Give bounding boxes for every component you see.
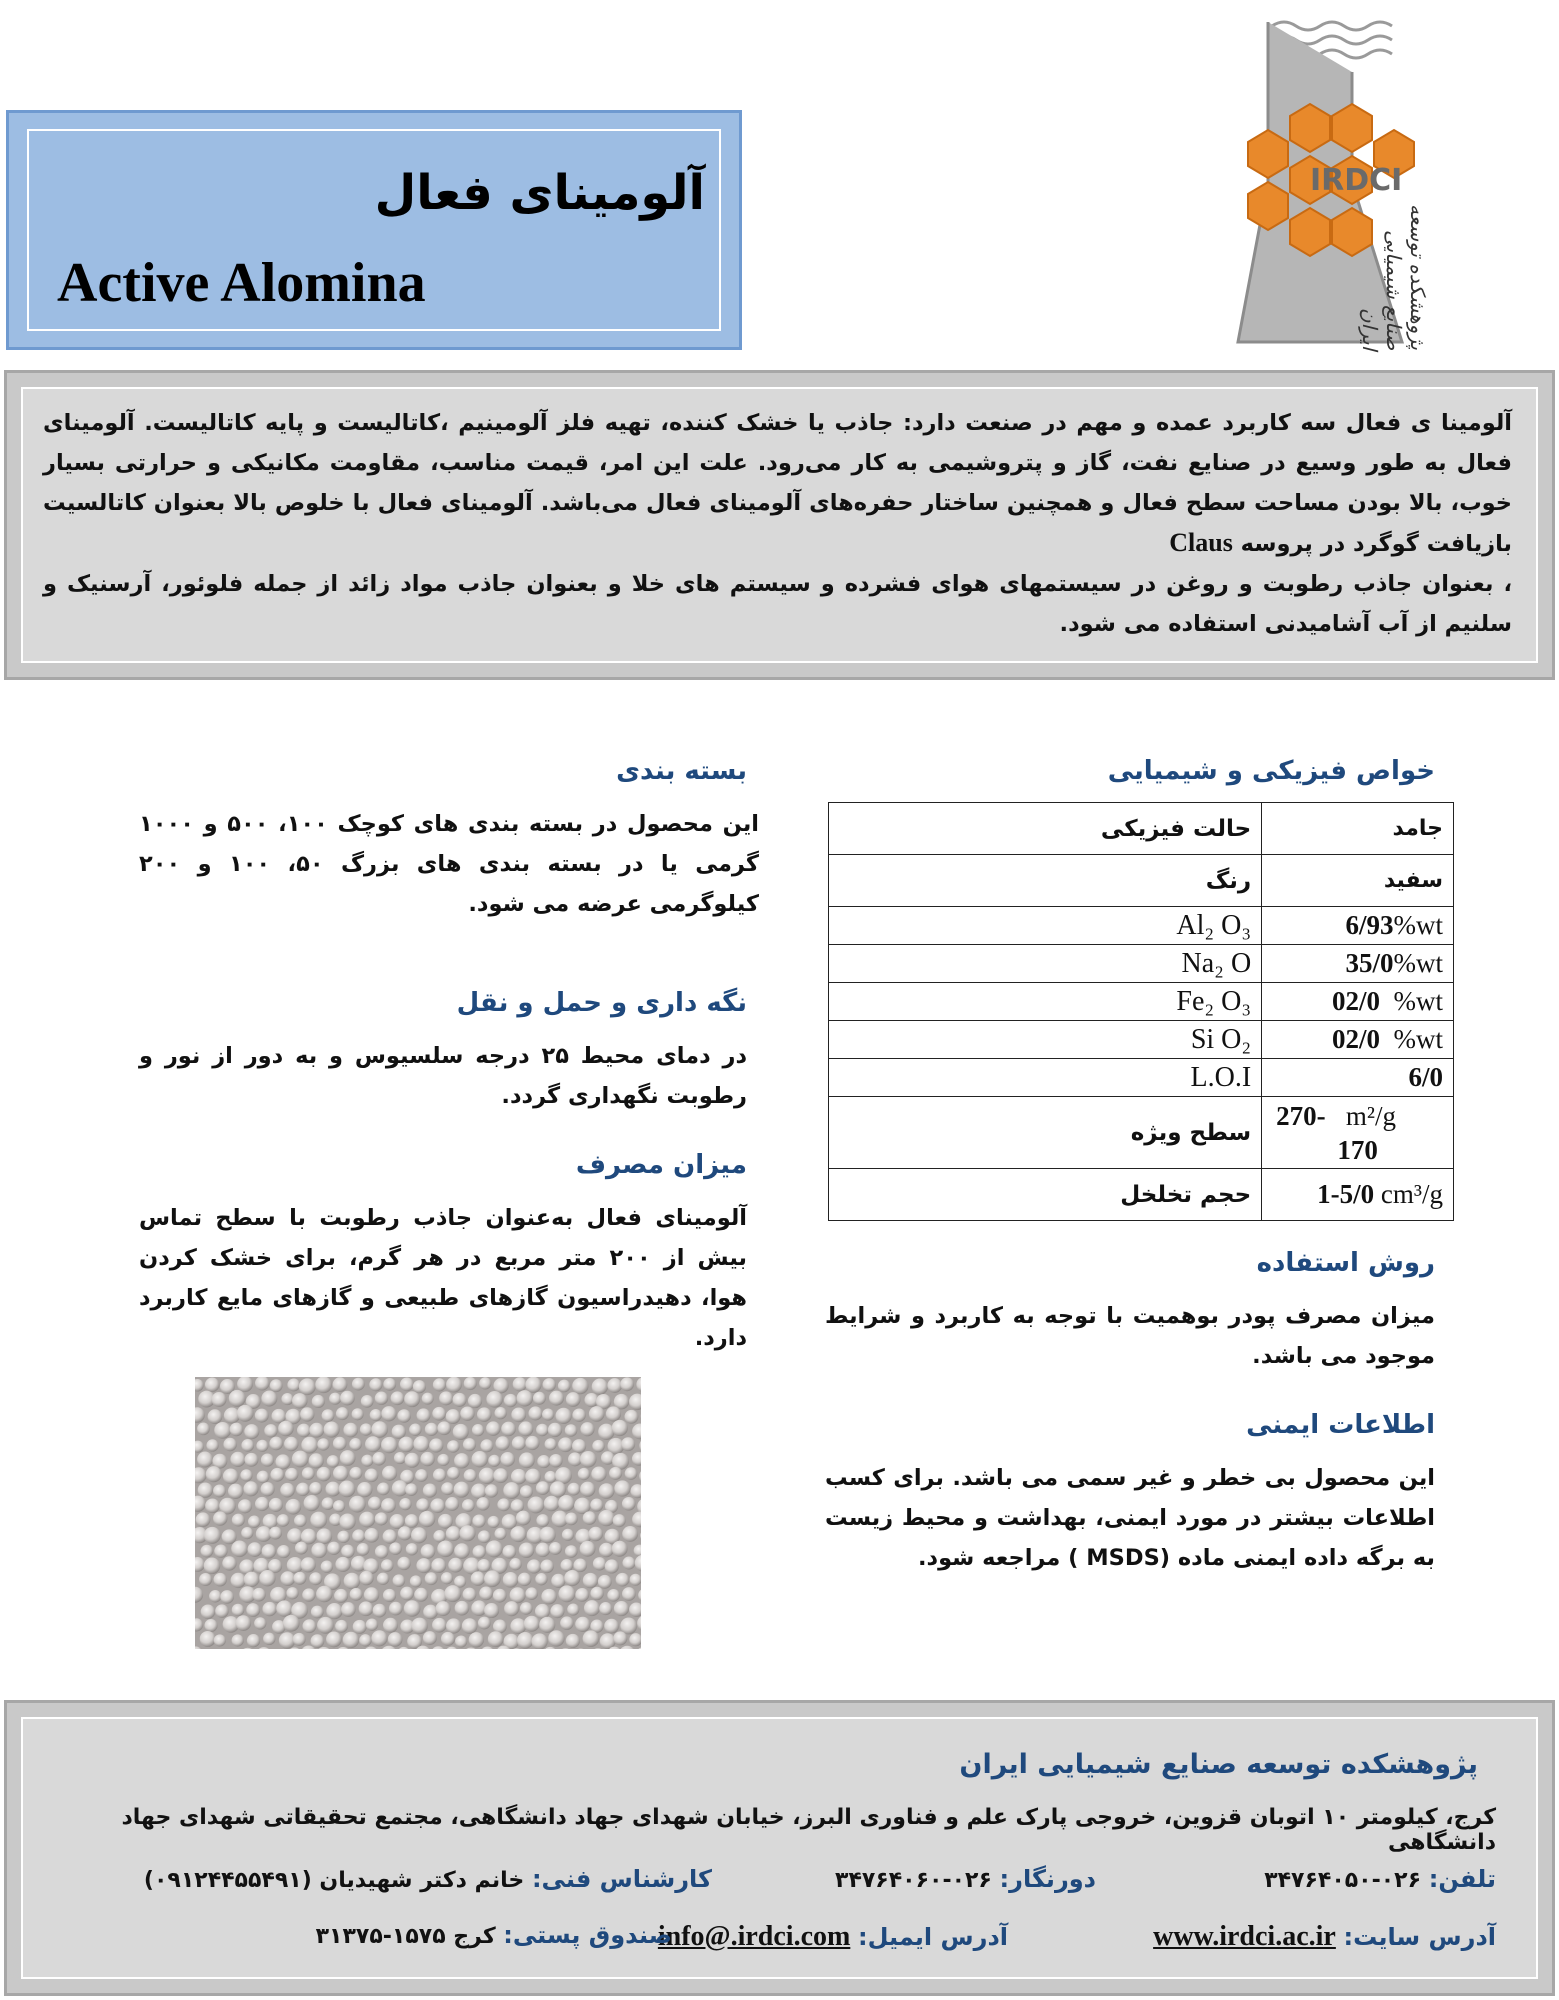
site-label: آدرس سایت: [1343, 1923, 1496, 1951]
consumption-heading: میزان مصرف [575, 1150, 747, 1180]
property-name: Na₂ O [829, 945, 1262, 983]
table-row [829, 1021, 1454, 1059]
property-name: حجم تخلخل [829, 1169, 1262, 1221]
value-number: 270- [1276, 1100, 1326, 1131]
title-english: Active Alomina [57, 252, 426, 314]
footer-pobox [316, 1921, 672, 1949]
footer-expert [144, 1865, 712, 1893]
property-value: جامد [1262, 803, 1454, 855]
value-number: 6/93 [1345, 910, 1394, 940]
property-value [1262, 945, 1454, 983]
value-number: 02/0 [1331, 986, 1380, 1016]
value-unit: m²/g [1345, 1100, 1397, 1131]
fax-label: دورنگار: [999, 1865, 1096, 1893]
property-name: L.O.I [829, 1059, 1262, 1097]
value-unit: %wt [1393, 910, 1443, 940]
intro-panel [4, 370, 1555, 680]
value-number-line2: 170 [1337, 1134, 1378, 1165]
phone-label: تلفن: [1428, 1865, 1496, 1893]
irdci-logo [1232, 12, 1512, 352]
table-row [829, 1059, 1454, 1097]
intro-text-part2: ، بعنوان جاذب رطوبت و روغن در سیستمهای هوای فشرده و سیستم های خلا و بعنوان جاذب مواد زائد از جمله فلوئور، آرسنیک و سلنیم از آب آشامیدنی استفاده می شود. [43, 571, 1512, 637]
property-name: Al₂ O₃ [829, 907, 1262, 945]
safety-paragraph: این محصول بی خطر و غیر سمی می باشد. برای کسب اطلاعات بیشتر در مورد ایمنی، بهداشت و محیط زیست به برگه داده ایمنی ماده (MSDS ) مراجعه شود. [825, 1465, 1435, 1571]
pobox-label: صندوق پستی: [503, 1921, 672, 1949]
intro-paragraph [43, 403, 1512, 644]
alumina-beads-image [195, 1377, 641, 1649]
property-value [1262, 983, 1454, 1021]
email-link[interactable]: info@.irdci.com [657, 1921, 851, 1952]
logo-text: IRDCI [1310, 163, 1403, 198]
property-value [1262, 1021, 1454, 1059]
table-row [829, 803, 1454, 855]
value-number: 35/0 [1345, 948, 1394, 978]
table-row [829, 907, 1454, 945]
footer-address: کرج، کیلومتر ۱۰ اتوبان قزوین، خروجی پارک علم و فناوری البرز، خیابان شهدای جهاد دانشگاهی، مجتمع تحقیقاتی شهدای جهاد دانشگاهی [121, 1805, 1496, 1855]
table-row [829, 1169, 1454, 1221]
value-unit: cm³/g [1374, 1179, 1443, 1209]
intro-claus: Claus [1169, 528, 1233, 557]
property-value [1262, 1097, 1454, 1169]
property-name: Fe₂ O₃ [829, 983, 1262, 1021]
table-row [829, 983, 1454, 1021]
product-photo [195, 1377, 641, 1649]
footer-phone [1264, 1865, 1496, 1893]
footer-email [658, 1921, 1008, 1953]
phone-value: ۰۲۶-۳۴۷۶۴۰۵۰ [1264, 1868, 1422, 1893]
table-row [829, 945, 1454, 983]
properties-heading: خواص فیزیکی و شیمیایی [1107, 756, 1435, 786]
table-row [829, 1097, 1454, 1169]
property-name: رنگ [829, 855, 1262, 907]
value-number: 1-5/0 [1317, 1179, 1375, 1209]
website-link[interactable]: www.irdci.ac.ir [1153, 1921, 1336, 1952]
fax-value: ۰۲۶-۳۴۷۶۴۰۶۰ [835, 1868, 992, 1893]
property-name: سطح ویژه [829, 1097, 1262, 1169]
consumption-paragraph: آلومینای فعال به‌عنوان جاذب رطوبت با سطح تماس بیش از ۲۰۰ متر مربع در هر گرم، برای خشک کردن هوا، دهیدراسیون گازهای طبیعی و گازهای مایع کاربرد دارد. [139, 1205, 747, 1351]
property-value: 6/0 [1262, 1059, 1454, 1097]
property-name: Si O₂ [829, 1021, 1262, 1059]
storage-heading: نگه داری و حمل و نقل [456, 988, 747, 1018]
usage-heading: روش استفاده [1256, 1248, 1435, 1278]
property-value [1262, 1169, 1454, 1221]
expert-label: کارشناس فنی: [531, 1865, 712, 1893]
footer-website [1153, 1921, 1496, 1953]
property-value [1262, 907, 1454, 945]
pobox-value: کرج ۱۵۷۵-۳۱۳۷۵ [315, 1924, 496, 1949]
footer-fax [835, 1865, 1096, 1893]
table-row [829, 855, 1454, 907]
packaging-heading: بسته بندی [616, 756, 747, 786]
intro-text-part1: آلومینا ی فعال سه کاربرد عمده و مهم در صنعت دارد: جاذب یا خشک کننده، تهیه فلز آلومینیم ،کاتالیست و پایه کاتالیست. آلومینای فعال به طور وسیع در صنایع نفت، گاز و پتروشیمی به کار می‌رود. علت این امر، قیمت مناسب، مقاومت مکانیکی و حرارتی بسیار خوب، بالا بودن مساحت سطح فعال و همچنین ساختار حفره‌های آلومینای فعال می‌باشد. آلومینای فعال با خلوص بالا بعنوان کاتالسیت بازیافت گوگرد در پروسه [43, 410, 1512, 557]
property-value: سفید [1262, 855, 1454, 907]
footer-org-name: پژوهشکده توسعه صنایع شیمیایی ایران [959, 1749, 1478, 1780]
email-label: آدرس ایمیل: [858, 1923, 1008, 1951]
value-unit: %wt [1380, 1024, 1443, 1054]
title-box [6, 110, 742, 350]
safety-heading: اطلاعات ایمنی [1246, 1410, 1435, 1440]
property-name: حالت فیزیکی [829, 803, 1262, 855]
value-unit: %wt [1393, 948, 1443, 978]
value-number: 02/0 [1331, 1024, 1380, 1054]
usage-paragraph: میزان مصرف پودر بوهمیت با توجه به کاربرد و شرایط موجود می باشد. [825, 1303, 1435, 1369]
value-unit: %wt [1380, 986, 1443, 1016]
properties-table [828, 802, 1454, 1221]
expert-value: خانم دکتر شهیدیان (۰۹۱۲۴۴۵۵۴۹۱) [143, 1868, 525, 1893]
storage-paragraph: در دمای محیط ۲۵ درجه سلسیوس و به دور از نور و رطوبت نگهداری گردد. [139, 1043, 747, 1109]
packaging-paragraph: این محصول در بسته بندی های کوچک ۱۰۰، ۵۰۰ و ۱۰۰۰ گرمی یا در بسته بندی های بزرگ ۵۰، ۱۰۰ و ۲۰۰ کیلوگرمی عرضه می شود. [139, 811, 759, 917]
logo-subtitle: پژوهشکده توسعه صنایع شیمیایی ایران [1358, 203, 1430, 350]
footer-panel [4, 1700, 1555, 1996]
title-persian: آلومینای فعال [374, 165, 705, 221]
